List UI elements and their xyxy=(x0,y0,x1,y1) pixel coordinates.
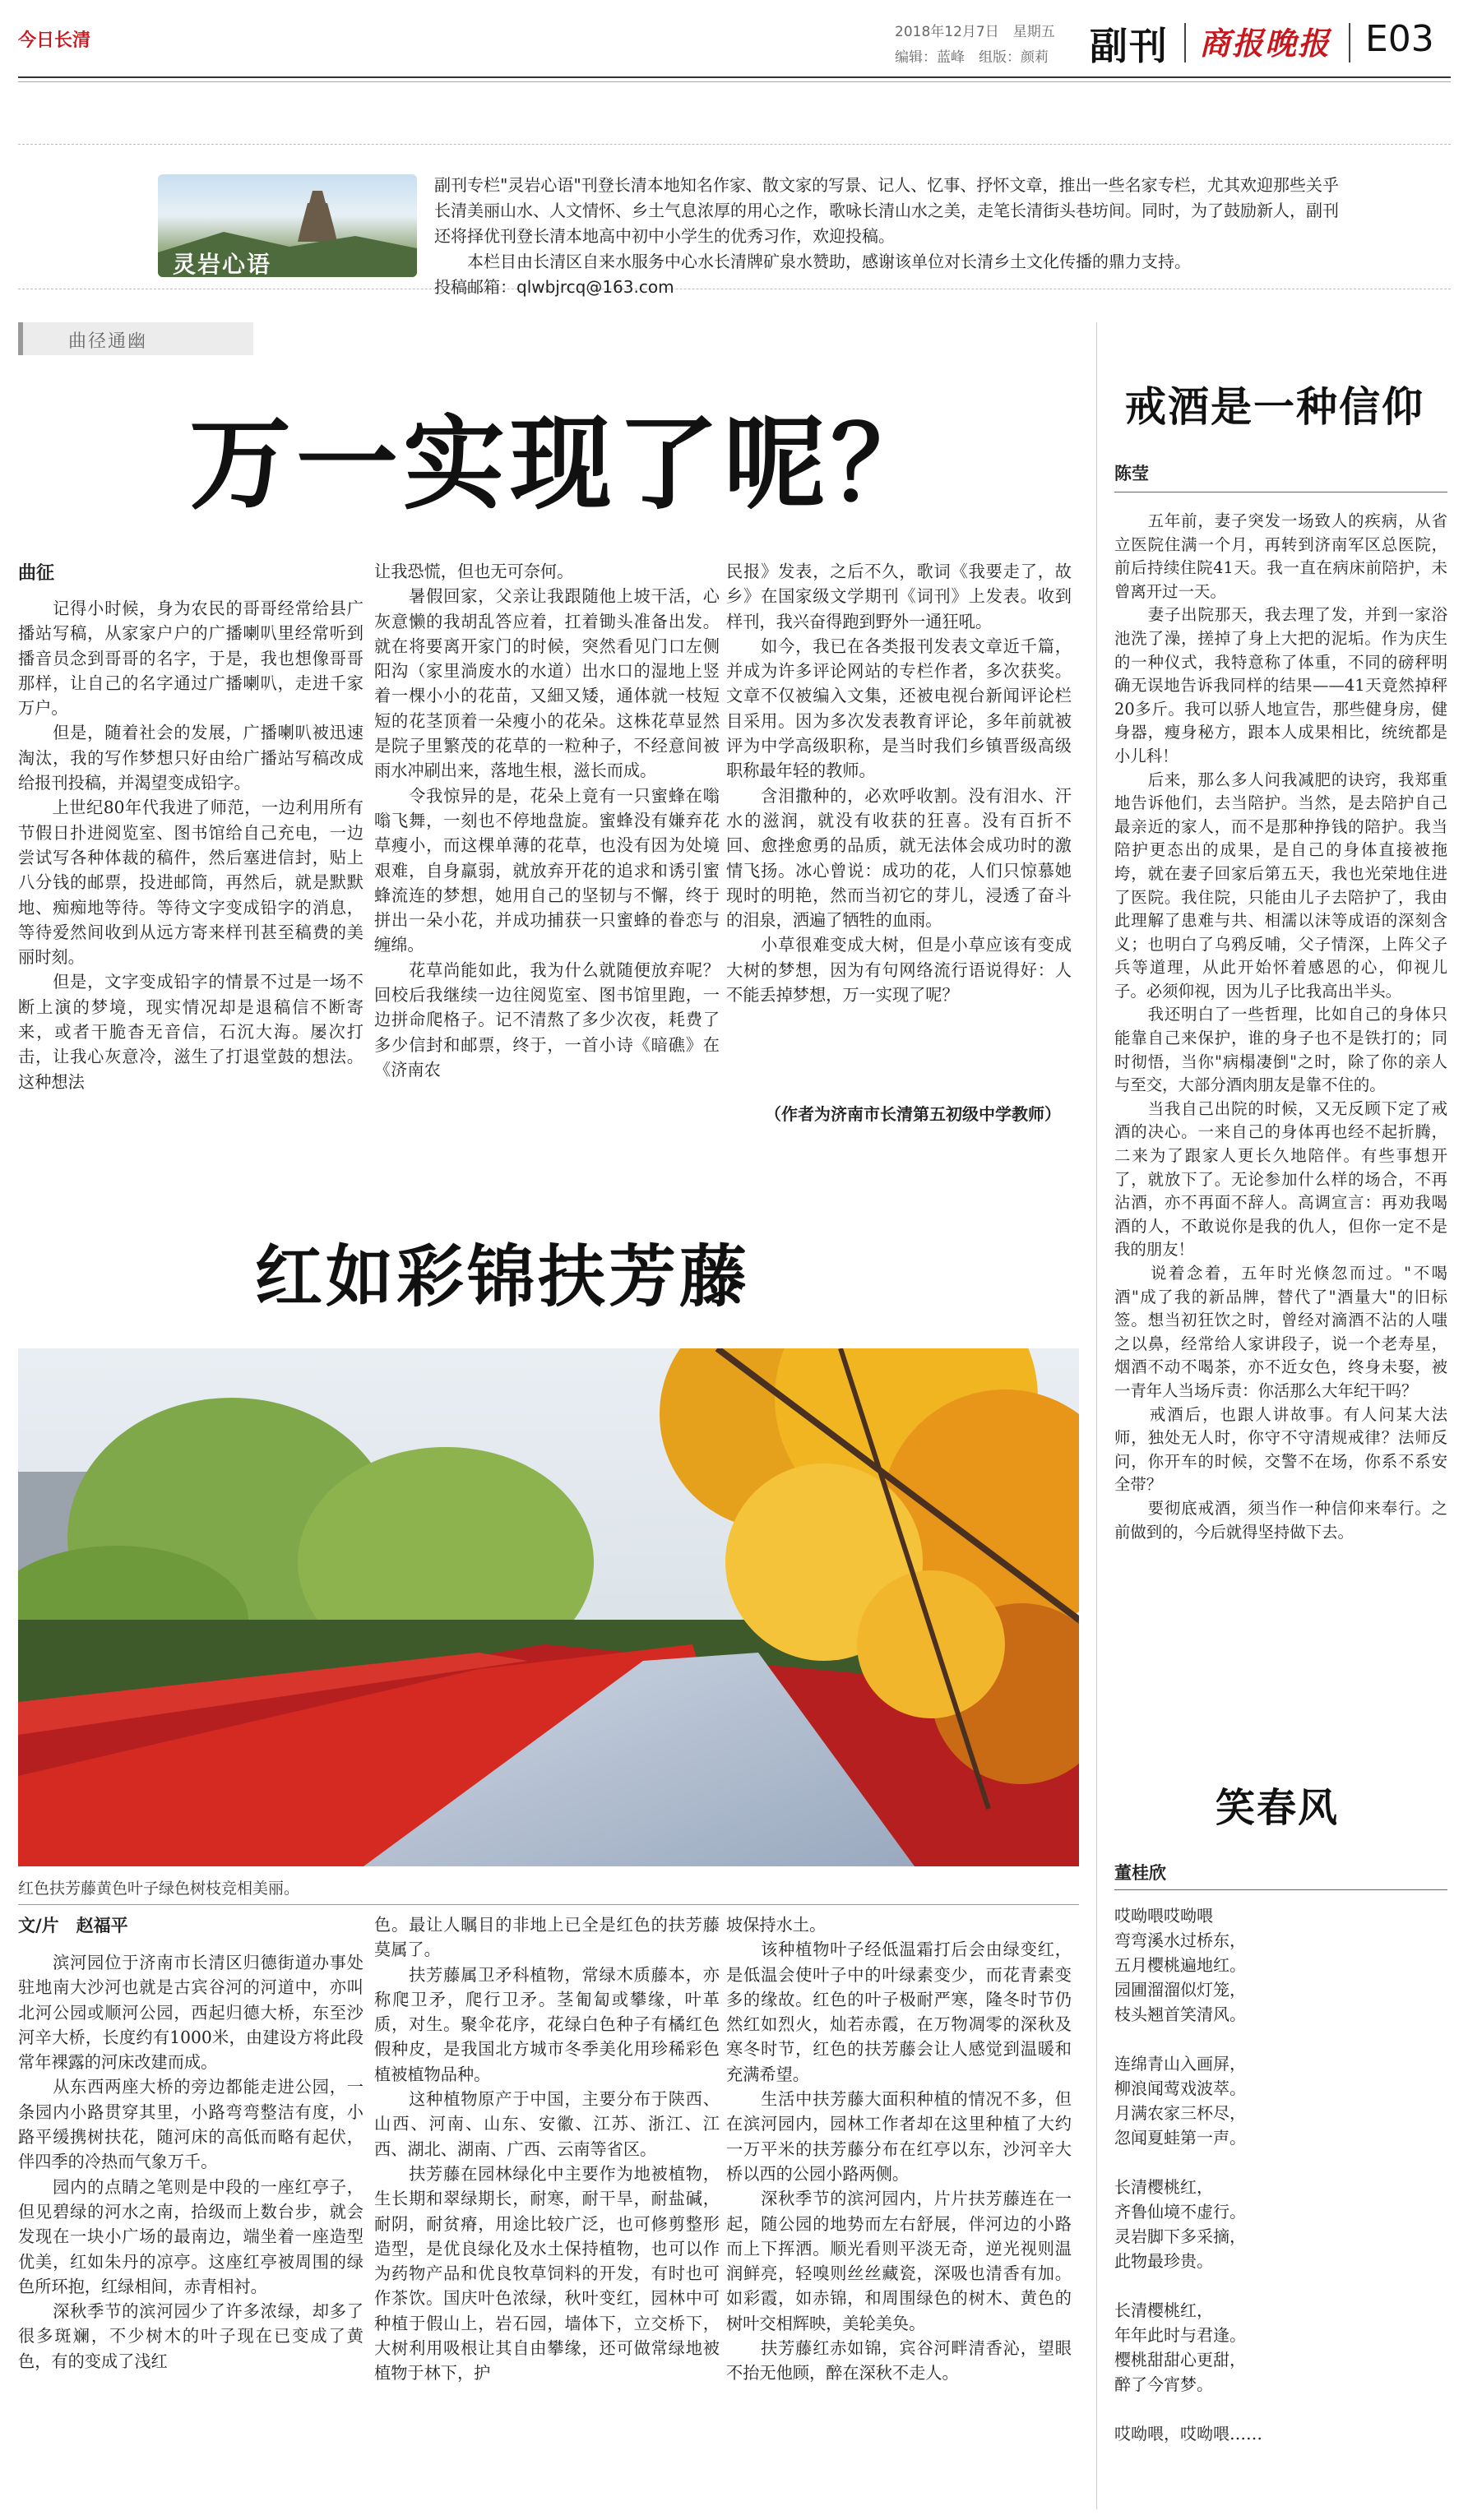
caption-rule xyxy=(18,1904,1079,1905)
article2-author: 文/片 赵福平 xyxy=(18,1916,128,1935)
column-intro-sponsor: 本栏目由长清区自来水服务中心水长清牌矿泉水赞助，感谢该单位对长清乡土文化传播的鼎力支持。 xyxy=(467,252,1191,271)
column-tag xyxy=(18,322,253,355)
article2-col1: 滨河园位于济南市长清区归德街道办事处驻地南大沙河也就是古宾谷河的河道中，亦叫北河公园或顺河公园，西起归德大桥，东至沙河辛大桥，长度约有1000米，由建设方将此段常年裸露的河床改建而成。 从东西两座大桥的旁边都能走进公园，一条园内小路贯穿其里，小路弯弯整洁有度，小路平缓携树扶花，随河床的高低而略有起伏，伴四季的冷热而气象万千。 园内的点睛之笔则是中段的一座红亭子，但见碧绿的河水之南，拾级而上数台步，就会发现在一块小广场的最南边，端坐着一座造型优美，红如朱丹的凉亭。这座红亭被周围的绿色所环抱，红绿相间，赤青相衬。 深秋季节的滨河园少了许多浓绿，却多了很多斑斓，不少树木的叶子现在已变成了黄色，有的变成了浅红 xyxy=(18,1953,364,2371)
park-photo-illustration xyxy=(18,1348,1079,1866)
header-rule xyxy=(18,76,1451,78)
article1-footnote: （作者为济南市长清第五初级中学教师） xyxy=(765,1104,1061,1124)
article4-author-rule xyxy=(1114,1889,1447,1890)
paper-logo: 商报晚报 xyxy=(1199,25,1331,62)
article4-body: 哎呦喂哎呦喂 弯弯溪水过桥东， 五月樱桃遍地红。 园圃溜溜似灯笼， 枝头翘首笑清风。 连绵青山入画屏， 柳浪闻莺戏波萃。 月满农家三杯尽， 忽闻夏蛙第一声。 长清樱桃红， 齐鲁仙境不虚行。 灵岩脚下多采摘， 此物最珍贵。 长清樱桃红， 年年此时与君逢。 樱桃甜甜心更甜， 醉了今宵梦。 哎呦喂，哎呦喂…… xyxy=(1114,1906,1262,2444)
column-intro-main: 副刊专栏"灵岩心语"刊登长清本地知名作家、散文家的写景、记人、忆事、抒怀文章，推出一些名家专栏，尤其欢迎那些关乎长清美丽山水、人文情怀、乡土气息浓厚的用心之作，歌咏长清山水之美，走笔长清街头巷坊间。同时，为了鼓励新人，副刊还将择优刊登长清本地高中初中小学生的优秀习作，欢迎投稿。 xyxy=(434,175,1339,246)
article3-author: 陈莹 xyxy=(1114,464,1149,483)
article1-col3: 民报》发表，之后不久，歌词《我要走了，故乡》在国家级文学期刊《词刊》上发表。收到样刊，我兴奋得跑到野外一通狂吼。 如今，我已在各类报刊发表文章近千篇，并成为许多评论网站的专栏作者，多次获奖。文章不仅被编入文集，还被电视台新闻评论栏目采用。因为多次发表教育评论，多年前就被评为中学高级职称，是当时我们乡镇晋级高级职称最年轻的教师。 含泪撒种的，必欢呼收割。没有泪水、汗水的滋润，就没有收获的狂喜。没有百折不回、愈挫愈勇的品质，就无法体会成功时的激情飞扬。冰心曾说：成功的花，人们只惊慕她现时的明艳，然而当初它的芽儿，浸透了奋斗的泪泉，洒遍了牺牲的血雨。 小草很难变成大树，但是小草应该有变成大树的梦想，因为有句网络流行语说得好：人不能丢掉梦想，万一实现了呢？ xyxy=(726,562,1072,1006)
page-section-title: 副刊 xyxy=(1090,24,1169,68)
article2-col2: 色。最让人瞩目的非地上已全是红色的扶芳藤莫属了。 扶芳藤属卫矛科植物，常绿木质藤本，亦称爬卫矛，爬行卫矛。茎匍匐或攀缘，叶革质，对生。聚伞花序，花绿白色种子有橘红色假种皮，是我国北方城市冬季美化用珍稀彩色植被植物品种。 这种植物原产于中国，主要分布于陕西、山西、河南、山东、安徽、江苏、浙江、江西、湖北、湖南、广西、云南等省区。 扶芳藤在园林绿化中主要作为地被植物，生长期和翠绿期长，耐寒，耐干旱，耐盐碱，耐阴，耐贫瘠，用途比较广泛，也可修剪整形造型，是优良绿化及水土保持植物，也可以作为药物产品和优良牧草饲料的开发，有时也可作茶饮。国庆叶色浓绿，秋叶变红，园林中可种植于假山上，岩石园，墙体下，立交桥下，大树利用吸根让其自由攀缘，还可做常绿地被植物于林下，护 xyxy=(374,1915,720,2384)
column-badge-text: 灵岩心语 xyxy=(173,251,272,277)
column-intro-text xyxy=(434,173,1339,300)
article4-author: 董桂欣 xyxy=(1114,1863,1166,1883)
section-label: 今日长清 xyxy=(18,30,91,51)
article3-body: 五年前，妻子突发一场致人的疾病，从省立医院住满一个月，再转到济南军区总医院，前后持续住院41天。我一直在病床前陪护，未曾离开过一天。 妻子出院那天，我去理了发，并到一家浴池洗了澡，搓掉了身上大把的泥垢。作为庆生的一种仪式，我特意称了体重，不同的磅秤明确无误地告诉我同样的结果——41天竟然掉秤20多斤。我可以骄人地宣告，那些健身房，健身器，瘦身秘方，跟本人成果相比，统统都是小儿科！ 后来，那么多人问我减肥的诀窍，我郑重地告诉他们，去当陪护。当然，是去陪护自己最亲近的家人，而不是那种挣钱的陪护。我当陪护更态出的成果，是自己的身体直接被拖垮，就在妻子回家后第五天，我也光荣地住进了医院。我住院，只能由儿子去陪护了，我由此理解了患难与共、相濡以沫等成语的深刻含义；也明白了乌鸦反哺，父子情深，上阵父子兵等道理，从此开始怀着感恩的心，仰视儿子。必须仰视，因为儿子比我高出半头。 我还明白了一些哲理，比如自己的身体只能靠自己来保护，谁的身子也不是铁打的；同时彻悟，当你"病榻凄倒"之时，除了你的亲人与至交，大部分酒肉朋友是靠不住的。 当我自己出院的时候，又无反顾下定了戒酒的决心。一来自己的身体再也经不起折腾，二来为了跟家人更长久地陪伴。有些事想开了，就放下了。无论参加什么样的场合，不再沾酒，亦不再面不辞人。高调宣言：再劝我喝酒的人，不敢说你是我的仇人，但你一定不是我的朋友！ 说着念着，五年时光倏忽而过。"不喝酒"成了我的新品牌，替代了"酒量大"的旧标签。想当初狂饮之时，曾经对滴酒不沾的人嗤之以鼻，经常给人家讲段子，说一个老寿星，烟酒不动不喝茶，亦不近女色，终身未娶，被一青年人当场斥责：你活那么大年纪干吗？ 戒酒后，也跟人讲故事。有人问某大法师，独处无人时，你守不守清规戒律？法师反问，你开车的时候，交警不在场，你系不系安全带？ 要彻底戒酒，须当作一种信仰来奉行。之前做到的，今后就得坚持做下去。 xyxy=(1114,511,1447,1542)
divider-2 xyxy=(1349,23,1350,62)
article4-title: 笑春风 xyxy=(1216,1785,1340,1831)
page-number: E03 xyxy=(1365,18,1434,60)
article2-photo xyxy=(18,1348,1079,1866)
divider-1 xyxy=(1184,23,1186,62)
article2-col3: 坡保持水土。 该种植物叶子经低温霜打后会由绿变红，是低温会使叶子中的叶绿素变少，而花青素变多的缘故。红色的叶子极耐严寒，隆冬时节仍然红如烈火，灿若赤霞，在万物凋零的深秋及寒冬时节，红色的扶芳藤会让人感觉到温暖和充满希望。 生活中扶芳藤大面积种植的情况不多，但在滨河园内，园林工作者却在这里种植了大约一万平米的扶芳藤分布在红亭以东，沙河辛大桥以西的公园小路两侧。 深秋季节的滨河园内，片片扶芳藤连在一起，随公园的地势而左右舒展，伴河边的小路而上下挥洒。顺光看则平淡无奇，逆光视则温润鲜亮，轻嗅则丝丝藏瓷，深吸也清香有加。如彩霞，如赤锦，和周围绿色的树木、黄色的树叶交相辉映，美轮美奂。 扶芳藤红赤如锦，宾谷河畔清香沁，望眼不抬无他顾，醉在深秋不走人。 xyxy=(726,1915,1072,2384)
column-tag-text: 曲径通幽 xyxy=(68,331,148,352)
article1-title: 万一实现了呢？ xyxy=(189,405,938,524)
editor-line: 编辑：蓝峰 组版：颜莉 xyxy=(895,49,1049,66)
article1-col1: 记得小时候，身为农民的哥哥经常给县广播站写稿，从家家户户的广播喇叭里经常听到播音员念到哥哥的名字，于是，我也想像哥哥那样，让自己的名字通过广播喇叭，走进千家万户。 但是，随着社会的发展，广播喇叭被迅速淘汰，我的写作梦想只好由给广播站写稿改成给报刊投稿，并渴望变成铅字。 上世纪80年代我进了师范，一边利用所有节假日扑进阅览室、图书馆给自己充电，一边尝试写各种体裁的稿件，然后塞进信封，贴上八分钱的邮票，投进邮筒，再然后，就是默默地、痴痴地等待。等待文字变成铅字的消息，等待爱然间收到从远方寄来样刊甚至稿费的美丽时刻。 但是，文字变成铅字的情景不过是一场不断上演的梦境，现实情况却是退稿信不断寄来，或者干脆杳无音信，石沉大海。屡次打击，让我心灰意冷，滋生了打退堂鼓的想法。这种想法 xyxy=(18,599,364,1092)
column-badge-image xyxy=(158,174,417,277)
header-rule-thin xyxy=(18,81,1451,82)
article2-title: 红如彩锦扶芳藤 xyxy=(255,1238,751,1316)
article1-col2: 让我恐慌，但也无可奈何。 暑假回家，父亲让我跟随他上坡干活，心灰意懒的我胡乱答应着，扛着锄头准备出发。就在将要离开家门的时候，突然看见门口左侧阳沟（家里淌废水的水道）出水口的湿地上竖着一棵小小的花苗，又細又矮，通体就一枝短短的花茎顶着一朵瘦小的花朵。这株花草显然是院子里繁茂的花草的一粒种子，不经意间被雨水冲刷出来，落地生根，滋长而成。 令我惊异的是，花朵上竟有一只蜜蜂在嗡嗡飞舞，一刻也不停地盘旋。蜜蜂没有嫌弃花草瘦小，而这棵单薄的花草，也没有因为处境艰难，自身羸弱，就放弃开花的追求和诱引蜜蜂流连的梦想，她用自己的坚韧与不懈，终于拼出一朵小花，并成功捕获一只蜜蜂的眷恋与缠绵。 花草尚能如此，我为什么就随便放弃呢？回校后我继续一边往阅览室、图书馆里跑，一边拼命爬格子。记不清熬了多少次夜，耗费了多少信封和邮票，终于，一首小诗《暗礁》在《济南农 xyxy=(374,562,720,1080)
date-line: 2018年12月7日 星期五 xyxy=(895,24,1055,40)
article3-title: 戒酒是一种信仰 xyxy=(1125,383,1424,431)
right-column-rule xyxy=(1096,322,1097,2509)
column-intro-email: 投稿邮箱：qlwbjrcq@163.com xyxy=(434,277,674,297)
article1-author: 曲征 xyxy=(18,563,55,584)
article2-caption: 红色扶芳藤黄色叶子绿色树枝竞相美丽。 xyxy=(18,1880,300,1898)
